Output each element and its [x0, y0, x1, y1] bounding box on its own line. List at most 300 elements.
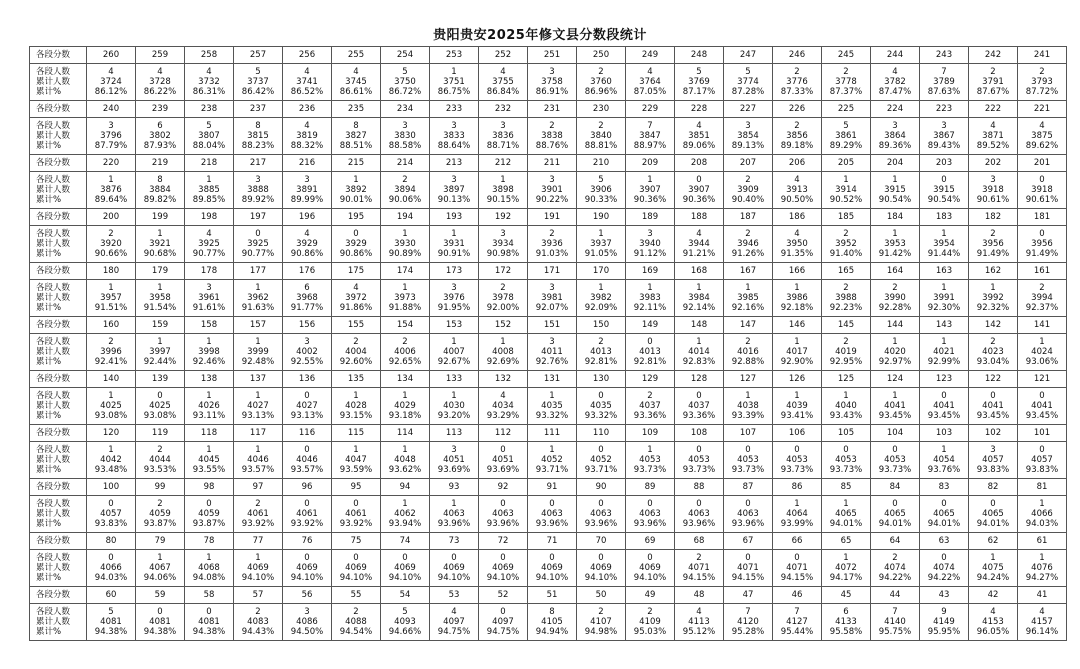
score-cell: 65 [822, 533, 871, 550]
count-value: 0 [353, 229, 359, 239]
percent-value: 87.28% [731, 87, 765, 97]
count-value: 0 [353, 499, 359, 509]
count-value: 3 [549, 175, 555, 185]
percent-value: 94.27% [1025, 573, 1059, 583]
stats-cell [185, 226, 234, 263]
score-cell: 87 [724, 479, 773, 496]
score-cell: 170 [577, 263, 626, 280]
stats-cell [675, 226, 724, 263]
cumulative-value: 3936 [541, 239, 563, 249]
stats-cell [430, 388, 479, 425]
count-label: 各段人数 [36, 229, 71, 239]
percent-value: 95.95% [927, 627, 961, 637]
score-cell: 249 [626, 47, 675, 64]
percent-label: 累计% [36, 303, 62, 313]
percent-value: 90.52% [829, 195, 863, 205]
score-cell: 67 [724, 533, 773, 550]
score-cell: 135 [332, 371, 381, 388]
count-value: 4 [304, 67, 310, 77]
score-cell: 108 [675, 425, 724, 442]
percent-value: 92.30% [927, 303, 961, 313]
cumulative-value: 3956 [982, 239, 1004, 249]
stats-cell [969, 118, 1018, 155]
count-value: 2 [843, 283, 849, 293]
score-cell: 96 [283, 479, 332, 496]
percent-value: 90.86% [290, 249, 324, 259]
percent-value: 89.62% [1025, 141, 1059, 151]
count-value: 3 [990, 175, 996, 185]
cumulative-value: 3996 [100, 347, 122, 357]
percent-value: 91.35% [780, 249, 814, 259]
percent-value: 93.32% [535, 411, 569, 421]
score-cell: 255 [332, 47, 381, 64]
count-value: 1 [794, 391, 800, 401]
stats-cell [822, 172, 871, 209]
stats-cell [969, 64, 1018, 101]
score-cell: 41 [1018, 587, 1067, 604]
cumulative-value: 3885 [198, 185, 220, 195]
percent-value: 87.47% [878, 87, 912, 97]
percent-value: 94.94% [535, 627, 569, 637]
cumulative-value: 3962 [247, 293, 269, 303]
percent-value: 90.89% [388, 249, 422, 259]
cumulative-value: 4039 [786, 401, 808, 411]
count-value: 2 [108, 337, 114, 347]
score-cell: 97 [234, 479, 283, 496]
score-cell: 105 [822, 425, 871, 442]
cumulative-value: 4040 [835, 401, 857, 411]
score-cell: 43 [920, 587, 969, 604]
count-value: 2 [157, 445, 163, 455]
cumulative-value: 4071 [688, 563, 710, 573]
percent-label: 累计% [36, 195, 62, 205]
percent-value: 94.15% [682, 573, 716, 583]
stats-cell [430, 496, 479, 533]
count-value: 2 [990, 229, 996, 239]
percent-label: 累计% [36, 519, 62, 529]
cumulative-value: 3840 [590, 131, 612, 141]
count-value: 0 [255, 229, 261, 239]
percent-value: 94.06% [143, 573, 177, 583]
score-row-header: 各段分数 [30, 317, 87, 334]
score-cell: 214 [381, 155, 430, 172]
count-value: 2 [843, 67, 849, 77]
score-cell: 103 [920, 425, 969, 442]
score-cell: 218 [185, 155, 234, 172]
score-cell: 118 [185, 425, 234, 442]
stats-cell [381, 172, 430, 209]
cumulative-value: 3745 [345, 77, 367, 87]
cumulative-value: 3973 [394, 293, 416, 303]
score-cell: 60 [87, 587, 136, 604]
percent-value: 93.57% [290, 465, 324, 475]
cumulative-value: 3913 [786, 185, 808, 195]
cumulative-value: 4063 [737, 509, 759, 519]
score-cell: 85 [822, 479, 871, 496]
count-value: 1 [206, 445, 212, 455]
percent-value: 94.01% [927, 519, 961, 529]
percent-value: 93.11% [192, 411, 226, 421]
stats-cell [920, 118, 969, 155]
score-cell: 208 [675, 155, 724, 172]
cumulative-value: 3958 [149, 293, 171, 303]
cumulative-value: 3999 [247, 347, 269, 357]
cumulative-value: 3986 [786, 293, 808, 303]
count-value: 0 [941, 499, 947, 509]
cumulative-value: 4066 [1031, 509, 1053, 519]
percent-value: 86.84% [486, 87, 520, 97]
score-cell: 81 [1018, 479, 1067, 496]
percent-value: 89.82% [143, 195, 177, 205]
percent-value: 94.66% [388, 627, 422, 637]
count-value: 2 [1039, 283, 1045, 293]
count-value: 2 [500, 283, 506, 293]
percent-value: 93.92% [290, 519, 324, 529]
percent-value: 90.13% [437, 195, 471, 205]
score-cell: 189 [626, 209, 675, 226]
score-cell: 116 [283, 425, 332, 442]
stats-cell [185, 64, 234, 101]
cumulative-value: 4046 [296, 455, 318, 465]
count-value: 1 [451, 499, 457, 509]
cumulative-value: 3807 [198, 131, 220, 141]
percent-value: 94.10% [584, 573, 618, 583]
score-cell: 77 [234, 533, 283, 550]
count-value: 2 [843, 229, 849, 239]
count-value: 2 [647, 607, 653, 617]
percent-value: 94.01% [878, 519, 912, 529]
cumulative-value: 4030 [443, 401, 465, 411]
score-cell: 141 [1018, 317, 1067, 334]
count-value: 4 [108, 67, 114, 77]
cumulative-value: 4063 [541, 509, 563, 519]
percent-value: 91.26% [731, 249, 765, 259]
cumulative-value: 4013 [639, 347, 661, 357]
cumulative-label: 累计人数 [36, 617, 71, 627]
count-value: 1 [892, 175, 898, 185]
stats-cell [626, 64, 675, 101]
score-cell: 155 [332, 317, 381, 334]
stats-row [30, 226, 1067, 263]
stats-cell [283, 226, 332, 263]
score-cell: 126 [773, 371, 822, 388]
percent-label: 累计% [36, 249, 62, 259]
cumulative-value: 3906 [590, 185, 612, 195]
count-value: 4 [696, 229, 702, 239]
cumulative-value: 4016 [737, 347, 759, 357]
percent-value: 93.29% [486, 411, 520, 421]
percent-value: 86.42% [241, 87, 275, 97]
score-cell: 120 [87, 425, 136, 442]
count-value: 0 [206, 607, 212, 617]
percent-value: 90.22% [535, 195, 569, 205]
stats-cell [871, 226, 920, 263]
score-cell: 95 [332, 479, 381, 496]
stats-cell [283, 604, 332, 641]
stats-cell [87, 550, 136, 587]
cumulative-value: 4097 [492, 617, 514, 627]
percent-value: 89.85% [192, 195, 226, 205]
stats-cell [773, 334, 822, 371]
stats-cell [871, 388, 920, 425]
count-value: 9 [941, 607, 947, 617]
count-value: 2 [990, 67, 996, 77]
percent-value: 91.44% [927, 249, 961, 259]
score-cell: 49 [626, 587, 675, 604]
count-value: 4 [451, 607, 457, 617]
stats-cell [528, 172, 577, 209]
score-cell: 240 [87, 101, 136, 118]
score-cell: 124 [871, 371, 920, 388]
count-value: 1 [843, 553, 849, 563]
percent-value: 95.12% [682, 627, 716, 637]
count-value: 2 [108, 229, 114, 239]
count-value: 1 [108, 445, 114, 455]
stats-cell [871, 604, 920, 641]
percent-value: 92.07% [535, 303, 569, 313]
percent-value: 92.81% [584, 357, 618, 367]
cumulative-value: 4053 [786, 455, 808, 465]
cumulative-value: 3854 [737, 131, 759, 141]
count-value: 8 [255, 121, 261, 131]
score-cell: 212 [479, 155, 528, 172]
stats-cell [332, 118, 381, 155]
cumulative-value: 4002 [296, 347, 318, 357]
score-cell: 84 [871, 479, 920, 496]
score-cell: 210 [577, 155, 626, 172]
score-cell: 156 [283, 317, 332, 334]
score-cell: 167 [724, 263, 773, 280]
score-cell: 58 [185, 587, 234, 604]
cumulative-value: 3918 [982, 185, 1004, 195]
percent-value: 92.37% [1025, 303, 1059, 313]
count-value: 5 [598, 175, 604, 185]
count-value: 0 [598, 445, 604, 455]
stats-cell [577, 118, 626, 155]
stats-cell [1018, 604, 1067, 641]
cumulative-value: 4064 [786, 509, 808, 519]
percent-value: 86.31% [192, 87, 226, 97]
stats-cell [1018, 280, 1067, 317]
score-cell: 198 [185, 209, 234, 226]
stats-cell [822, 550, 871, 587]
cumulative-value: 4052 [590, 455, 612, 465]
percent-value: 93.13% [290, 411, 324, 421]
cumulative-value: 4127 [786, 617, 808, 627]
percent-value: 89.18% [780, 141, 814, 151]
score-cell: 158 [185, 317, 234, 334]
percent-value: 86.61% [339, 87, 373, 97]
cumulative-value: 4069 [541, 563, 563, 573]
stats-cell [234, 334, 283, 371]
score-row [30, 263, 1067, 280]
stats-cell [920, 496, 969, 533]
percent-value: 93.96% [731, 519, 765, 529]
percent-value: 94.22% [927, 573, 961, 583]
count-value: 4 [696, 607, 702, 617]
cumulative-value: 3891 [296, 185, 318, 195]
score-cell: 83 [920, 479, 969, 496]
cumulative-value: 4053 [639, 455, 661, 465]
cumulative-value: 3764 [639, 77, 661, 87]
score-cell: 224 [871, 101, 920, 118]
stats-cell [1018, 64, 1067, 101]
score-row-header: 各段分数 [30, 263, 87, 280]
percent-value: 87.17% [682, 87, 716, 97]
percent-value: 93.20% [437, 411, 471, 421]
cumulative-value: 3915 [933, 185, 955, 195]
score-cell: 177 [234, 263, 283, 280]
stats-row [30, 550, 1067, 587]
percent-value: 88.97% [633, 141, 667, 151]
stats-row-header [30, 388, 87, 425]
count-value: 5 [206, 121, 212, 131]
cumulative-value: 3997 [149, 347, 171, 357]
stats-cell [871, 442, 920, 479]
percent-value: 92.95% [829, 357, 863, 367]
stats-cell [430, 226, 479, 263]
cumulative-value: 4065 [884, 509, 906, 519]
percent-value: 89.43% [927, 141, 961, 151]
score-cell: 102 [969, 425, 1018, 442]
score-cell: 150 [577, 317, 626, 334]
percent-value: 89.06% [682, 141, 716, 151]
score-cell: 225 [822, 101, 871, 118]
cumulative-value: 3940 [639, 239, 661, 249]
stats-cell [1018, 388, 1067, 425]
score-cell: 88 [675, 479, 724, 496]
stats-cell [675, 496, 724, 533]
percent-value: 88.32% [290, 141, 324, 151]
stats-cell [87, 226, 136, 263]
cumulative-label: 累计人数 [36, 239, 71, 249]
stats-cell [136, 280, 185, 317]
score-cell: 159 [136, 317, 185, 334]
stats-cell [626, 172, 675, 209]
cumulative-value: 4047 [345, 455, 367, 465]
percent-value: 88.64% [437, 141, 471, 151]
count-value: 1 [206, 175, 212, 185]
percent-label: 累计% [36, 627, 62, 637]
percent-value: 91.12% [633, 249, 667, 259]
percent-value: 87.79% [94, 141, 128, 151]
cumulative-value: 3760 [590, 77, 612, 87]
percent-value: 92.65% [388, 357, 422, 367]
score-row [30, 479, 1067, 496]
percent-value: 90.01% [339, 195, 373, 205]
stats-cell [87, 280, 136, 317]
cumulative-value: 4062 [394, 509, 416, 519]
count-value: 1 [843, 175, 849, 185]
cumulative-value: 4044 [149, 455, 171, 465]
stats-cell [332, 334, 381, 371]
count-value: 2 [598, 607, 604, 617]
count-value: 4 [304, 121, 310, 131]
percent-value: 87.67% [976, 87, 1010, 97]
cumulative-value: 3920 [100, 239, 122, 249]
stats-cell [185, 118, 234, 155]
count-value: 2 [402, 175, 408, 185]
stats-cell [283, 334, 332, 371]
cumulative-value: 3847 [639, 131, 661, 141]
count-value: 3 [745, 121, 751, 131]
stats-cell [626, 496, 675, 533]
percent-value: 93.41% [780, 411, 814, 421]
score-cell: 136 [283, 371, 332, 388]
count-value: 5 [745, 67, 751, 77]
percent-value: 93.55% [192, 465, 226, 475]
percent-value: 87.63% [927, 87, 961, 97]
cumulative-value: 4028 [345, 401, 367, 411]
percent-value: 91.05% [584, 249, 618, 259]
percent-value: 92.81% [633, 357, 667, 367]
percent-value: 92.11% [633, 303, 667, 313]
cumulative-value: 4014 [688, 347, 710, 357]
score-cell: 149 [626, 317, 675, 334]
score-cell: 52 [479, 587, 528, 604]
cumulative-value: 4067 [149, 563, 171, 573]
stats-cell [577, 280, 626, 317]
percent-value: 91.95% [437, 303, 471, 313]
count-value: 3 [304, 337, 310, 347]
score-cell: 253 [430, 47, 479, 64]
stats-cell [822, 496, 871, 533]
score-cell: 236 [283, 101, 332, 118]
cumulative-value: 4037 [688, 401, 710, 411]
stats-cell [479, 64, 528, 101]
score-cell: 174 [381, 263, 430, 280]
stats-row-header [30, 604, 87, 641]
cumulative-value: 3901 [541, 185, 563, 195]
count-value: 2 [598, 67, 604, 77]
count-value: 4 [647, 67, 653, 77]
score-cell: 163 [920, 263, 969, 280]
count-value: 0 [1039, 391, 1045, 401]
count-value: 2 [794, 121, 800, 131]
score-row [30, 155, 1067, 172]
count-value: 0 [500, 445, 506, 455]
percent-value: 90.77% [192, 249, 226, 259]
score-cell: 125 [822, 371, 871, 388]
count-value: 4 [157, 67, 163, 77]
count-value: 3 [941, 121, 947, 131]
stats-cell [1018, 442, 1067, 479]
score-cell: 180 [87, 263, 136, 280]
percent-value: 92.67% [437, 357, 471, 367]
count-value: 1 [108, 175, 114, 185]
percent-value: 93.36% [682, 411, 716, 421]
score-cell: 182 [969, 209, 1018, 226]
stats-cell [528, 388, 577, 425]
count-value: 1 [451, 391, 457, 401]
stats-cell [969, 604, 1018, 641]
score-cell: 144 [871, 317, 920, 334]
cumulative-value: 3791 [982, 77, 1004, 87]
score-cell: 260 [87, 47, 136, 64]
percent-value: 89.99% [290, 195, 324, 205]
stats-cell [675, 118, 724, 155]
score-cell: 233 [430, 101, 479, 118]
percent-value: 92.16% [731, 303, 765, 313]
count-value: 3 [549, 67, 555, 77]
count-value: 0 [1039, 445, 1045, 455]
cumulative-value: 3929 [296, 239, 318, 249]
score-row-header: 各段分数 [30, 425, 87, 442]
cumulative-value: 3991 [933, 293, 955, 303]
cumulative-value: 3750 [394, 77, 416, 87]
percent-value: 86.91% [535, 87, 569, 97]
score-cell: 57 [234, 587, 283, 604]
